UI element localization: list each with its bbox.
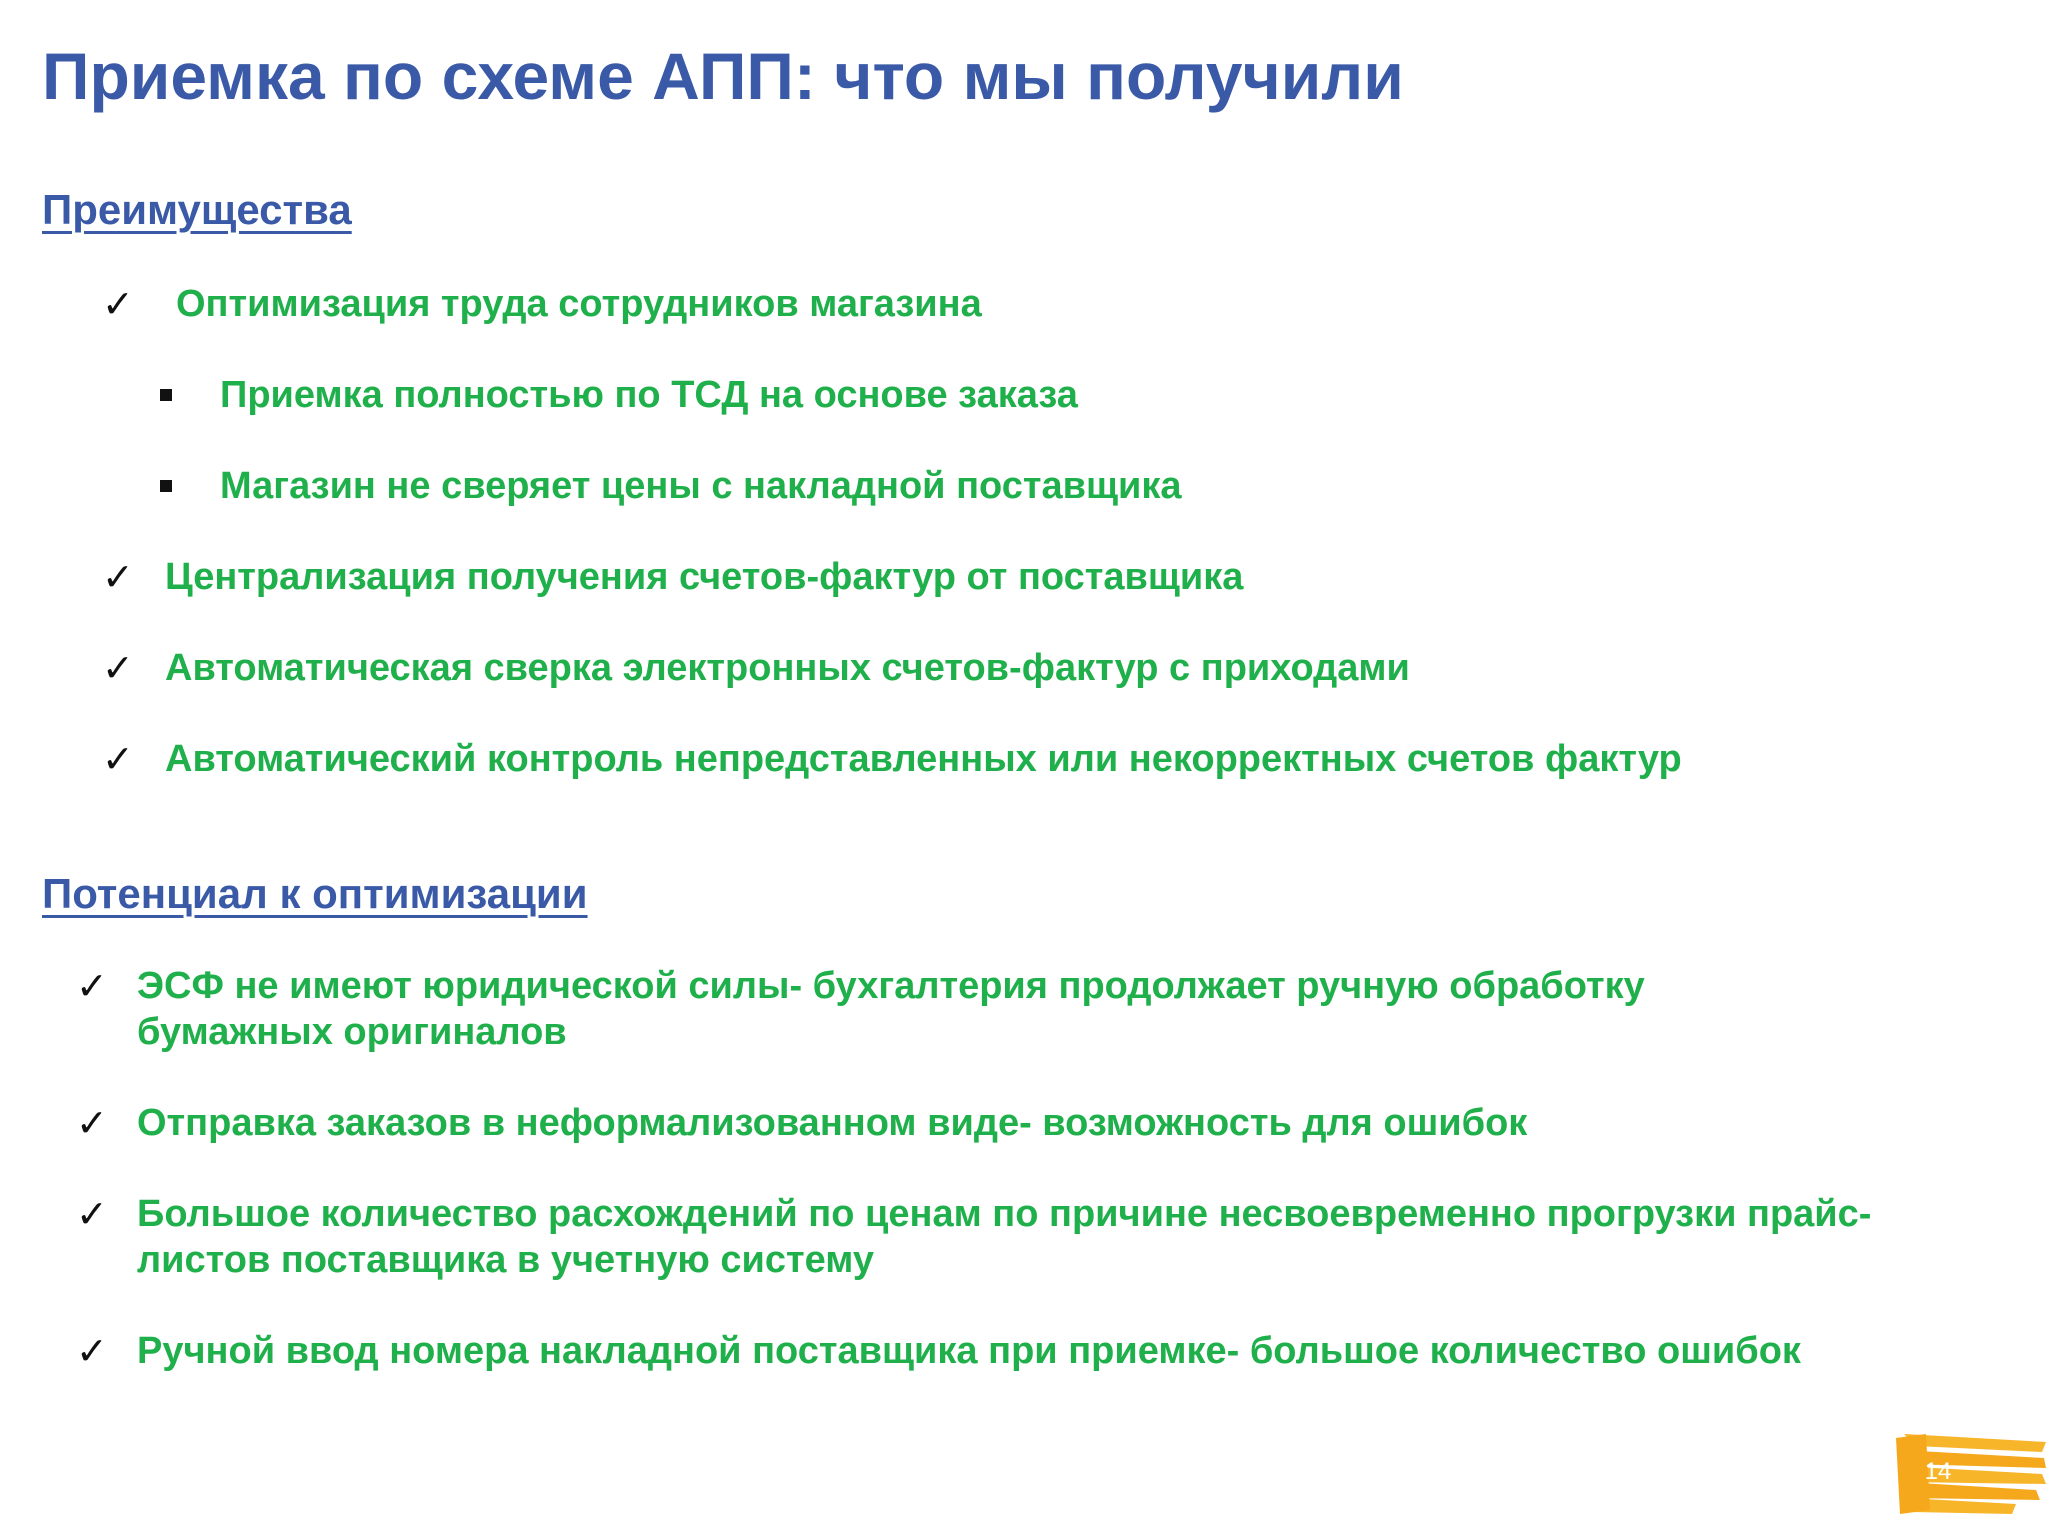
potential-item-2	[76, 1100, 1527, 1146]
advantage-text: Оптимизация труда сотрудников магазина	[176, 283, 982, 325]
square-bullet-icon	[160, 389, 172, 401]
checkmark-icon: ✓	[76, 1192, 108, 1236]
advantage-subitem-text: Магазин не сверяет цены с накладной поставщика	[220, 465, 1182, 507]
checkmark-icon: ✓	[76, 1101, 108, 1145]
advantage-text: Автоматическая сверка электронных счетов-фактур с приходами	[165, 647, 1410, 689]
checkmark-icon: ✓	[76, 964, 108, 1008]
page-number: 14	[1924, 1458, 1952, 1485]
checkmark-icon: ✓	[102, 737, 134, 781]
checkmark-icon: ✓	[102, 282, 134, 326]
potential-item-4	[76, 1328, 1801, 1374]
potential-text: ЭСФ не имеют юридической силы- бухгалтерия продолжает ручную обработку бумажных оригиналов	[137, 965, 1645, 1053]
potential-heading: Потенциал к оптимизации	[42, 870, 588, 917]
advantage-item-1	[102, 281, 982, 327]
advantage-item-4	[102, 736, 1682, 782]
potential-text: Ручной ввод номера накладной поставщика при приемке- большое количество ошибок	[137, 1330, 1801, 1372]
advantage-text: Автоматический контроль непредставленных или некорректных счетов фактур	[165, 738, 1682, 780]
advantage-item-2	[102, 554, 1243, 600]
advantage-subitem-text: Приемка полностью по ТСД на основе заказа	[220, 374, 1078, 416]
advantage-subitem-2	[160, 463, 1182, 509]
slide-title: Приемка по схеме АПП: что мы получили	[42, 39, 1404, 113]
potential-text: Отправка заказов в неформализованном виде- возможность для ошибок	[137, 1102, 1528, 1144]
checkmark-icon: ✓	[76, 1329, 108, 1373]
advantages-heading: Преимущества	[42, 186, 352, 233]
advantage-text: Централизация получения счетов-фактур от поставщика	[165, 556, 1244, 598]
checkmark-icon: ✓	[102, 555, 134, 599]
potential-item-3	[76, 1191, 1936, 1283]
advantage-item-3	[102, 645, 1410, 691]
potential-text: Большое количество расхождений по ценам по причине несвоевременно прогрузки прайс-листов поставщика в учетную систему	[137, 1193, 1872, 1281]
square-bullet-icon	[160, 480, 172, 492]
checkmark-icon: ✓	[102, 646, 134, 690]
advantage-subitem-1	[160, 372, 1078, 418]
potential-item-1	[76, 963, 1776, 1055]
